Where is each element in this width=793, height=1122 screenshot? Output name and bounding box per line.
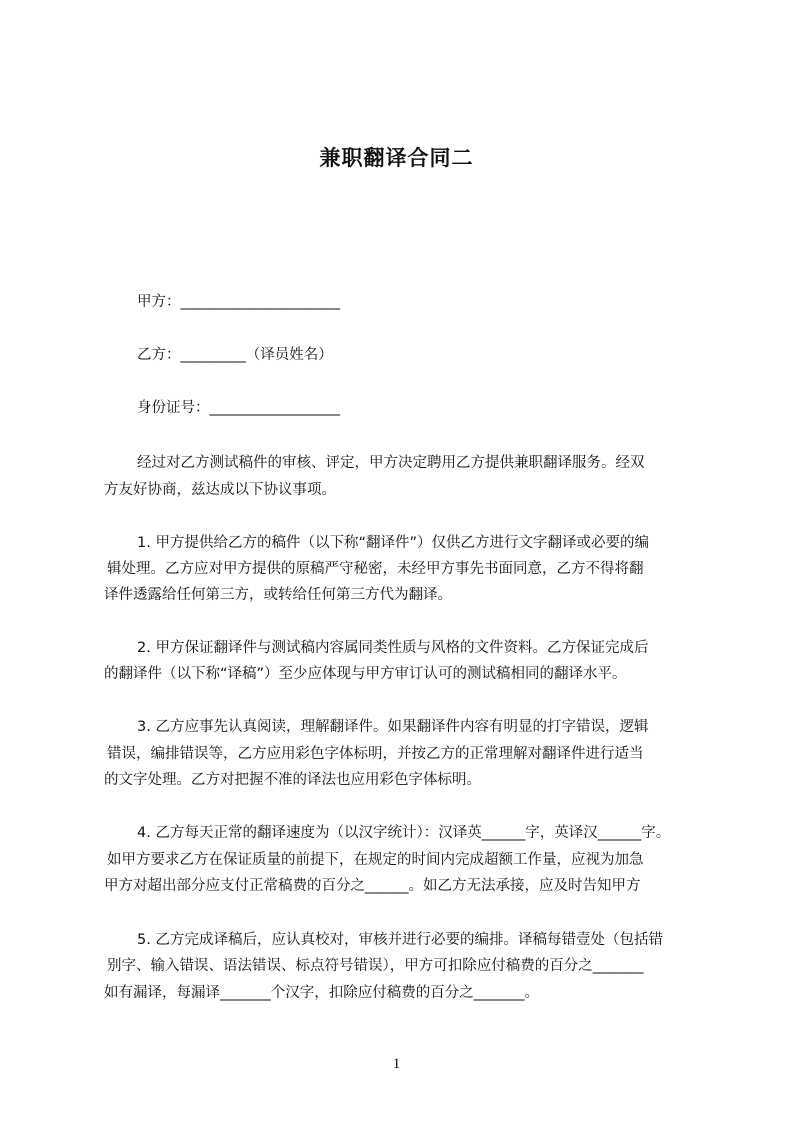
clause-1-line-2: 辑处理。乙方应对甲方提供的原稿严守秘密，未经甲方事先书面同意，乙方不得将翻 xyxy=(107,561,644,577)
clause-4-line-1: 4. 乙方每天正常的翻译速度为（以汉字统计）：汉译英______字，英译汉______字。 xyxy=(137,825,671,841)
clause-4-line-3: 甲方对超出部分应支付正常稿费的百分之______。如乙方无法承接，应及时告知甲方 xyxy=(104,878,641,894)
clause-2-line-2: 的翻译件（以下称“译稿”）至少应体现与甲方审订认可的测试稿相同的翻译水平。 xyxy=(104,666,627,682)
clause-3-line-1: 3. 乙方应事先认真阅读，理解翻译件。如果翻译件内容有明显的打字错误，逻辑 xyxy=(137,719,649,735)
intro-line-1: 经过对乙方测试稿件的审核、评定，甲方决定聘用乙方提供兼职翻译服务。经双 xyxy=(137,455,645,471)
clause-3-line-2: 错误，编排错误等，乙方应用彩色字体标明，并按乙方的正常理解对翻译件进行适当 xyxy=(107,746,644,762)
party-a-field: 甲方：______________________ xyxy=(137,294,340,310)
clause-5-line-2: 别字、输入错误、语法错误、标点符号错误），甲方可扣除应付稿费的百分之_______ xyxy=(107,958,644,974)
clause-5-line-1: 5. 乙方完成译稿后，应认真校对，审核并进行必要的编排。译稿每错壹处（包括错 xyxy=(137,932,663,948)
clause-3-line-3: 的文字处理。乙方对把握不准的译法也应用彩色字体标明。 xyxy=(104,772,481,788)
intro-line-2: 方友好协商，兹达成以下协议事项。 xyxy=(104,482,336,498)
clause-1-line-1: 1. 甲方提供给乙方的稿件（以下称“翻译件”）仅供乙方进行文字翻译或必要的编 xyxy=(137,535,649,551)
clause-4-line-2: 如甲方要求乙方在保证质量的前提下，在规定的时间内完成超额工作量，应视为加急 xyxy=(107,852,644,868)
clause-1-line-3: 译件透露给任何第三方，或转给任何第三方代为翻译。 xyxy=(104,587,452,603)
id-number-field: 身份证号：__________________ xyxy=(137,400,340,416)
page-title: 兼职翻译合同二 xyxy=(319,146,474,170)
clause-5-line-3: 如有漏译，每漏译_______个汉字，扣除应付稿费的百分之_______。 xyxy=(104,985,539,1001)
page-number: 1 xyxy=(392,1056,401,1072)
clause-2-line-1: 2. 甲方保证翻译件与测试稿内容属同类性质与风格的文件资料。乙方保证完成后 xyxy=(137,640,649,656)
party-b-field: 乙方：_________（译员姓名） xyxy=(137,347,333,363)
